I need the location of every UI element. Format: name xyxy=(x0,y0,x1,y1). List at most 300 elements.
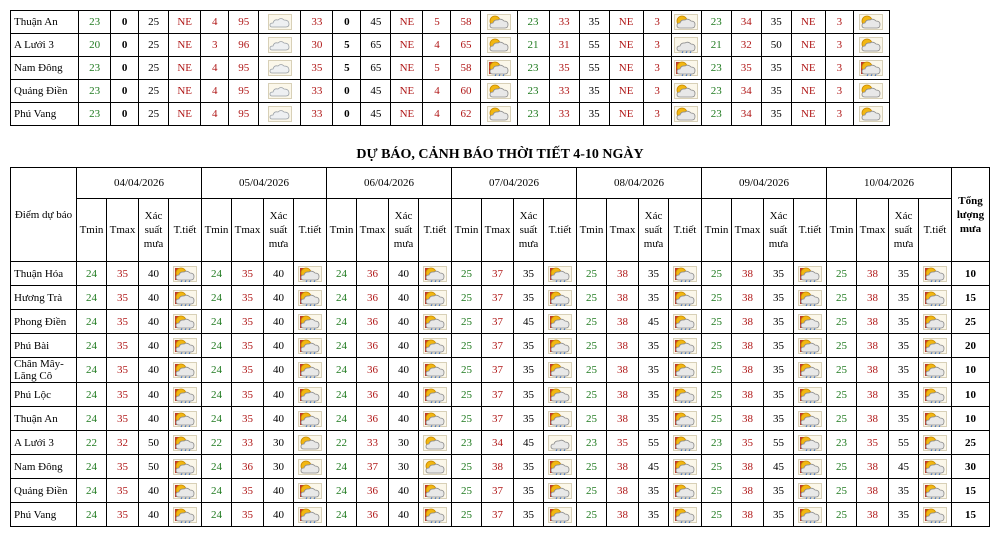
tmin-cell: 25 xyxy=(577,334,607,358)
data-cell: 35 xyxy=(761,11,791,34)
tmax-cell: 35 xyxy=(232,358,264,383)
sun-shower-icon xyxy=(669,455,702,479)
station-name: Quảng Điền xyxy=(11,479,77,503)
sun-shower-icon xyxy=(919,383,952,407)
sun-shower-icon xyxy=(419,383,452,407)
page-bottom-edge xyxy=(0,531,1000,537)
tmin-cell: 25 xyxy=(827,262,857,286)
tmin-cell: 25 xyxy=(577,358,607,383)
partly-cloudy-icon xyxy=(481,103,517,126)
tmax-cell: 38 xyxy=(607,503,639,527)
rain-probability-cell: 35 xyxy=(514,407,544,431)
sub-header: T.tiết xyxy=(544,199,577,262)
partly-cloudy-icon xyxy=(294,455,327,479)
sub-header: T.tiết xyxy=(169,199,202,262)
station-name: Phong Điền xyxy=(11,310,77,334)
tmin-cell: 24 xyxy=(327,383,357,407)
table-row xyxy=(11,455,990,479)
tmin-cell: 24 xyxy=(202,334,232,358)
data-cell: 23 xyxy=(701,103,731,126)
tmin-cell: 25 xyxy=(577,479,607,503)
rain-probability-cell: 55 xyxy=(889,431,919,455)
station-name: Nam Đông xyxy=(11,57,79,80)
rain-probability-cell: 35 xyxy=(764,334,794,358)
data-cell: 35 xyxy=(761,57,791,80)
rain-probability-cell: 35 xyxy=(514,503,544,527)
rain-probability-cell: 40 xyxy=(389,310,419,334)
partly-cloudy-icon xyxy=(671,80,701,103)
total-rain-cell: 25 xyxy=(952,310,990,334)
rain-probability-cell: 35 xyxy=(639,286,669,310)
station-name: Hương Trà xyxy=(11,286,77,310)
rain-probability-cell: 30 xyxy=(389,431,419,455)
data-cell: NE xyxy=(791,103,825,126)
sun-shower-icon xyxy=(419,407,452,431)
rain-probability-cell: 40 xyxy=(139,358,169,383)
tmax-cell: 38 xyxy=(732,358,764,383)
data-cell: 58 xyxy=(451,11,481,34)
sun-shower-icon xyxy=(794,334,827,358)
tmin-cell: 25 xyxy=(452,310,482,334)
rain-probability-cell: 40 xyxy=(139,479,169,503)
data-cell: NE xyxy=(169,80,201,103)
rain-probability-cell: 40 xyxy=(264,503,294,527)
rain-probability-cell: 40 xyxy=(264,383,294,407)
data-cell: 0 xyxy=(111,80,139,103)
sub-header: Tmin xyxy=(327,199,357,262)
sun-shower-icon xyxy=(919,358,952,383)
tmax-cell: 35 xyxy=(107,334,139,358)
tmin-cell: 25 xyxy=(827,383,857,407)
rain-probability-cell: 40 xyxy=(264,479,294,503)
rain-probability-cell: 35 xyxy=(764,286,794,310)
sub-header: Tmax xyxy=(357,199,389,262)
tmin-cell: 24 xyxy=(202,383,232,407)
station-name: Chân Mây-Lăng Cô xyxy=(11,358,77,383)
sun-shower-icon xyxy=(794,455,827,479)
tmin-cell: 24 xyxy=(202,455,232,479)
data-cell: 33 xyxy=(301,103,333,126)
tmax-cell: 38 xyxy=(857,286,889,310)
sub-header: T.tiết xyxy=(419,199,452,262)
data-cell: 23 xyxy=(701,57,731,80)
tmin-cell: 25 xyxy=(577,383,607,407)
rain-probability-cell: 40 xyxy=(264,262,294,286)
tmax-cell: 35 xyxy=(107,310,139,334)
sun-shower-icon xyxy=(169,262,202,286)
data-cell: 3 xyxy=(825,80,853,103)
data-cell: 5 xyxy=(333,57,361,80)
data-cell: NE xyxy=(391,11,423,34)
sun-shower-icon xyxy=(294,310,327,334)
tmin-cell: 25 xyxy=(577,286,607,310)
tmax-cell: 38 xyxy=(857,262,889,286)
sun-shower-icon xyxy=(169,479,202,503)
rain-probability-cell: 40 xyxy=(139,262,169,286)
rain-probability-cell: 35 xyxy=(889,407,919,431)
rain-probability-cell: 35 xyxy=(639,262,669,286)
tmin-cell: 24 xyxy=(202,407,232,431)
station-name: Thuận Hóa xyxy=(11,262,77,286)
data-cell: 23 xyxy=(517,11,549,34)
tmin-cell: 25 xyxy=(827,479,857,503)
tmax-cell: 38 xyxy=(732,479,764,503)
cloud-icon xyxy=(259,34,301,57)
tmin-cell: 25 xyxy=(577,310,607,334)
data-cell: 60 xyxy=(451,80,481,103)
rain-probability-cell: 45 xyxy=(639,310,669,334)
partly-cloudy-icon xyxy=(671,11,701,34)
tmin-cell: 25 xyxy=(577,455,607,479)
table-row xyxy=(11,11,890,34)
sun-shower-icon xyxy=(169,431,202,455)
data-cell: 3 xyxy=(825,103,853,126)
tmax-cell: 37 xyxy=(482,310,514,334)
date-header: 10/04/2026 xyxy=(827,168,952,199)
tmin-cell: 25 xyxy=(577,262,607,286)
tmax-cell: 36 xyxy=(357,286,389,310)
data-cell: 35 xyxy=(301,57,333,80)
sun-shower-icon xyxy=(919,334,952,358)
tmin-cell: 25 xyxy=(452,479,482,503)
tmax-cell: 38 xyxy=(607,286,639,310)
tmin-cell: 24 xyxy=(202,358,232,383)
total-rain-cell: 20 xyxy=(952,334,990,358)
sub-header: T.tiết xyxy=(294,199,327,262)
table-row xyxy=(11,103,890,126)
station-name: Thuận An xyxy=(11,407,77,431)
tmin-cell: 25 xyxy=(702,358,732,383)
data-cell: 58 xyxy=(451,57,481,80)
tmin-cell: 25 xyxy=(702,262,732,286)
partly-cloudy-icon xyxy=(853,34,889,57)
rain-probability-cell: 40 xyxy=(139,310,169,334)
sun-shower-icon xyxy=(669,286,702,310)
tmax-cell: 36 xyxy=(357,383,389,407)
data-cell: 0 xyxy=(333,80,361,103)
tmin-cell: 25 xyxy=(702,407,732,431)
sun-shower-icon xyxy=(419,334,452,358)
rain-probability-cell: 35 xyxy=(514,383,544,407)
data-cell: 4 xyxy=(201,103,229,126)
sun-shower-icon xyxy=(544,358,577,383)
tmax-cell: 35 xyxy=(232,262,264,286)
tmin-cell: 24 xyxy=(77,383,107,407)
sub-header: Tmin xyxy=(702,199,732,262)
sun-shower-icon xyxy=(169,383,202,407)
rain-probability-cell: 30 xyxy=(264,455,294,479)
data-cell: 34 xyxy=(731,103,761,126)
tmin-cell: 25 xyxy=(827,334,857,358)
sub-header: Xác suất mưa xyxy=(764,199,794,262)
tmin-cell: 24 xyxy=(77,407,107,431)
tmin-cell: 25 xyxy=(702,479,732,503)
sun-shower-icon xyxy=(544,383,577,407)
data-cell: 0 xyxy=(111,34,139,57)
sun-shower-icon xyxy=(294,383,327,407)
rain-icon xyxy=(671,34,701,57)
rain-probability-cell: 35 xyxy=(889,503,919,527)
tmax-cell: 36 xyxy=(357,407,389,431)
data-cell: NE xyxy=(791,57,825,80)
data-cell: 33 xyxy=(301,11,333,34)
data-cell: 25 xyxy=(139,34,169,57)
rain-probability-cell: 35 xyxy=(514,455,544,479)
data-cell: NE xyxy=(609,34,643,57)
rain-probability-cell: 40 xyxy=(264,286,294,310)
tmax-cell: 38 xyxy=(857,358,889,383)
tmin-cell: 24 xyxy=(77,334,107,358)
sun-shower-icon xyxy=(919,286,952,310)
tmax-cell: 38 xyxy=(607,383,639,407)
sub-header: Tmax xyxy=(232,199,264,262)
partly-cloudy-icon xyxy=(671,103,701,126)
tmin-cell: 23 xyxy=(452,431,482,455)
data-cell: 23 xyxy=(79,11,111,34)
tmax-cell: 34 xyxy=(482,431,514,455)
tmin-cell: 24 xyxy=(327,455,357,479)
data-cell: 35 xyxy=(579,103,609,126)
sun-shower-icon xyxy=(294,262,327,286)
tmin-cell: 24 xyxy=(77,262,107,286)
tmin-cell: 25 xyxy=(827,310,857,334)
tmax-cell: 35 xyxy=(107,358,139,383)
data-cell: 25 xyxy=(139,11,169,34)
total-rain-cell: 30 xyxy=(952,455,990,479)
sun-shower-icon xyxy=(544,310,577,334)
rain-probability-cell: 35 xyxy=(889,479,919,503)
rain-probability-cell: 55 xyxy=(764,431,794,455)
tmin-cell: 24 xyxy=(77,503,107,527)
data-cell: 23 xyxy=(79,80,111,103)
sun-shower-icon xyxy=(919,310,952,334)
sub-header: Xác suất mưa xyxy=(639,199,669,262)
tmax-cell: 35 xyxy=(107,455,139,479)
tmin-cell: 25 xyxy=(827,455,857,479)
rain-probability-cell: 55 xyxy=(639,431,669,455)
rain-probability-cell: 35 xyxy=(889,383,919,407)
data-cell: 31 xyxy=(549,34,579,57)
tmin-cell: 22 xyxy=(202,431,232,455)
rain-probability-cell: 35 xyxy=(639,479,669,503)
data-cell: NE xyxy=(169,34,201,57)
partly-cloudy-icon xyxy=(853,80,889,103)
data-cell: 21 xyxy=(701,34,731,57)
tmax-cell: 35 xyxy=(232,310,264,334)
tmin-cell: 25 xyxy=(702,503,732,527)
data-cell: NE xyxy=(609,11,643,34)
sub-header: Tmin xyxy=(452,199,482,262)
station-name: Phú Vang xyxy=(11,503,77,527)
table-row xyxy=(11,479,990,503)
partly-cloudy-icon xyxy=(853,103,889,126)
tmin-cell: 24 xyxy=(327,310,357,334)
tmax-cell: 33 xyxy=(357,431,389,455)
rain-probability-cell: 40 xyxy=(389,358,419,383)
tmin-cell: 25 xyxy=(827,286,857,310)
tmin-cell: 24 xyxy=(327,358,357,383)
rain-probability-cell: 40 xyxy=(264,334,294,358)
tmax-cell: 36 xyxy=(357,479,389,503)
table-row xyxy=(11,262,990,286)
sun-shower-icon xyxy=(544,334,577,358)
sun-shower-icon xyxy=(669,383,702,407)
sun-shower-icon xyxy=(544,455,577,479)
sub-header: T.tiết xyxy=(794,199,827,262)
total-rain-cell: 10 xyxy=(952,407,990,431)
tmin-cell: 25 xyxy=(452,455,482,479)
rain-probability-cell: 35 xyxy=(639,358,669,383)
sun-shower-icon xyxy=(669,479,702,503)
station-name: A Lưới 3 xyxy=(11,431,77,455)
data-cell: 20 xyxy=(79,34,111,57)
data-cell: 3 xyxy=(643,11,671,34)
data-cell: NE xyxy=(609,103,643,126)
sun-shower-icon xyxy=(169,310,202,334)
tmin-cell: 25 xyxy=(577,407,607,431)
sun-shower-icon xyxy=(419,479,452,503)
tmax-cell: 38 xyxy=(607,358,639,383)
sun-shower-icon xyxy=(294,503,327,527)
data-cell: NE xyxy=(791,11,825,34)
tmin-cell: 25 xyxy=(452,334,482,358)
tmax-cell: 35 xyxy=(107,407,139,431)
tmin-cell: 23 xyxy=(577,431,607,455)
data-cell: 33 xyxy=(549,11,579,34)
data-cell: 25 xyxy=(139,80,169,103)
tmax-cell: 35 xyxy=(107,479,139,503)
rain-probability-cell: 45 xyxy=(514,431,544,455)
sun-shower-icon xyxy=(419,262,452,286)
data-cell: NE xyxy=(609,80,643,103)
rain-probability-cell: 45 xyxy=(514,310,544,334)
sub-header: Tmin xyxy=(577,199,607,262)
tmax-cell: 38 xyxy=(732,455,764,479)
sun-shower-icon xyxy=(294,407,327,431)
total-rain-cell: 15 xyxy=(952,479,990,503)
rain-probability-cell: 40 xyxy=(139,334,169,358)
tmin-cell: 24 xyxy=(77,479,107,503)
data-cell: 35 xyxy=(579,80,609,103)
tmin-cell: 25 xyxy=(577,503,607,527)
tmax-cell: 37 xyxy=(482,358,514,383)
tmax-cell: 35 xyxy=(232,503,264,527)
tmin-cell: 25 xyxy=(827,503,857,527)
tmax-cell: 38 xyxy=(607,455,639,479)
table-row xyxy=(11,383,990,407)
sun-shower-icon xyxy=(794,286,827,310)
rain-probability-cell: 35 xyxy=(764,383,794,407)
data-cell: 3 xyxy=(643,103,671,126)
sun-shower-icon xyxy=(919,503,952,527)
data-cell: 95 xyxy=(229,57,259,80)
rain-probability-cell: 40 xyxy=(139,407,169,431)
data-cell: NE xyxy=(169,103,201,126)
rain-icon xyxy=(544,431,577,455)
sun-shower-icon xyxy=(669,262,702,286)
tmin-cell: 25 xyxy=(452,262,482,286)
sun-shower-icon xyxy=(669,358,702,383)
data-cell: 50 xyxy=(761,34,791,57)
tmax-cell: 38 xyxy=(857,310,889,334)
rain-probability-cell: 40 xyxy=(389,479,419,503)
tmin-cell: 24 xyxy=(77,286,107,310)
rain-probability-cell: 35 xyxy=(889,262,919,286)
data-cell: 25 xyxy=(139,57,169,80)
sub-header: T.tiết xyxy=(919,199,952,262)
data-cell: 35 xyxy=(579,11,609,34)
station-name: Nam Đông xyxy=(11,455,77,479)
tmax-cell: 38 xyxy=(857,383,889,407)
total-rain-header: Tổng lượng mưa xyxy=(952,168,990,262)
sun-shower-icon xyxy=(794,431,827,455)
forecast-title: DỰ BÁO, CẢNH BÁO THỜI TIẾT 4-10 NGÀY xyxy=(356,147,644,162)
rain-probability-cell: 40 xyxy=(389,334,419,358)
rain-probability-cell: 30 xyxy=(389,455,419,479)
cloud-icon xyxy=(259,103,301,126)
data-cell: 25 xyxy=(139,103,169,126)
tmin-cell: 24 xyxy=(327,479,357,503)
data-cell: NE xyxy=(391,57,423,80)
sun-shower-icon xyxy=(919,431,952,455)
tmax-cell: 36 xyxy=(232,455,264,479)
tmax-cell: 37 xyxy=(482,383,514,407)
data-cell: 95 xyxy=(229,103,259,126)
sun-shower-icon xyxy=(544,503,577,527)
total-rain-cell: 10 xyxy=(952,358,990,383)
total-rain-cell: 10 xyxy=(952,262,990,286)
date-header: 05/04/2026 xyxy=(202,168,327,199)
data-cell: 0 xyxy=(111,57,139,80)
tmax-cell: 36 xyxy=(357,310,389,334)
rain-probability-cell: 40 xyxy=(264,358,294,383)
data-cell: 35 xyxy=(549,57,579,80)
rain-probability-cell: 35 xyxy=(764,479,794,503)
rain-probability-cell: 40 xyxy=(139,503,169,527)
tmax-cell: 38 xyxy=(607,479,639,503)
data-cell: 65 xyxy=(451,34,481,57)
sun-shower-icon xyxy=(669,431,702,455)
sub-header: Xác suất mưa xyxy=(514,199,544,262)
data-cell: 4 xyxy=(423,34,451,57)
rain-probability-cell: 40 xyxy=(389,286,419,310)
sun-shower-icon xyxy=(419,358,452,383)
data-cell: 3 xyxy=(825,34,853,57)
tmax-cell: 37 xyxy=(482,262,514,286)
data-cell: NE xyxy=(791,34,825,57)
date-header: 04/04/2026 xyxy=(77,168,202,199)
rain-probability-cell: 40 xyxy=(139,286,169,310)
tmax-cell: 38 xyxy=(857,503,889,527)
data-cell: 33 xyxy=(301,80,333,103)
sun-shower-icon xyxy=(794,479,827,503)
table-row xyxy=(11,34,890,57)
cloud-icon xyxy=(259,57,301,80)
data-cell: 5 xyxy=(423,57,451,80)
sun-shower-icon xyxy=(669,503,702,527)
rain-probability-cell: 35 xyxy=(889,286,919,310)
partly-cloudy-icon xyxy=(481,34,517,57)
data-cell: 23 xyxy=(517,57,549,80)
data-cell: 23 xyxy=(79,103,111,126)
data-cell: 3 xyxy=(825,11,853,34)
sun-shower-icon xyxy=(794,262,827,286)
tmax-cell: 38 xyxy=(732,383,764,407)
tmin-cell: 25 xyxy=(827,407,857,431)
sun-shower-icon xyxy=(794,407,827,431)
tmax-cell: 33 xyxy=(232,431,264,455)
tmax-cell: 38 xyxy=(607,262,639,286)
